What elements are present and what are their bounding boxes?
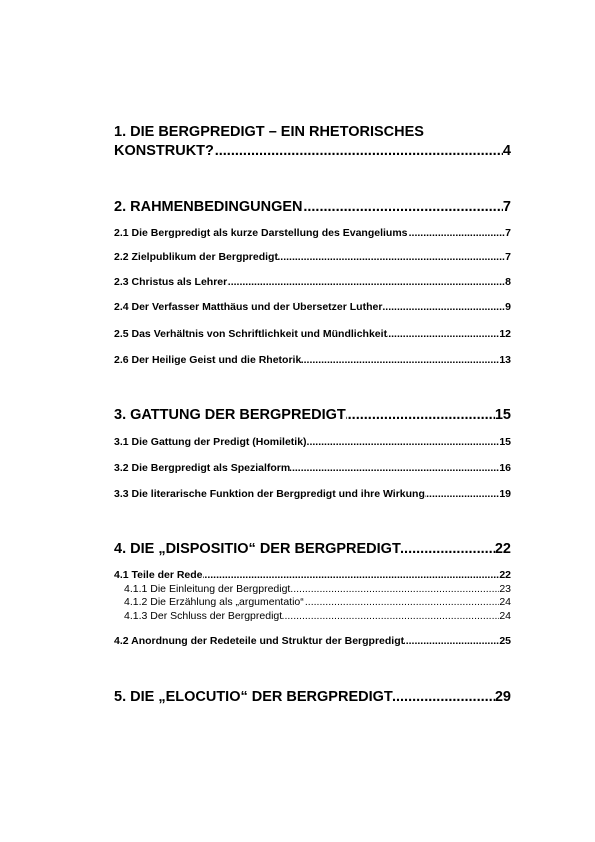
toc-page-number: 7 [505,252,511,263]
toc-entry-row [114,329,511,340]
toc-entry-row [114,463,511,474]
toc-entry-row [114,355,511,366]
toc-page-number: 15 [494,408,511,423]
toc-page-number: 7 [502,200,511,215]
toc-page-number: 23 [499,584,511,595]
toc-entry-title: 4. DIE „DISPOSITIO“ DER BERGPREDIGT [114,542,401,557]
toc-entry-row [114,252,511,263]
toc-entry-title: 2.5 Das Verhältnis von Schriftlichkeit und Mündlichkeit [114,329,388,340]
toc-chapter-2[interactable] [114,200,511,215]
toc-entry-title: 3.3 Die literarische Funktion der Bergpredigt und ihre Wirkung [114,489,425,500]
toc-page-number: 8 [505,277,511,288]
toc-entry-row [114,228,511,239]
toc-page-number: 19 [499,489,511,500]
toc-section-3-3[interactable] [114,489,511,500]
toc-section-4-1[interactable] [114,570,511,581]
toc-page-number: 15 [499,437,511,448]
toc-section-2-3[interactable] [114,277,511,288]
toc-page-number: 22 [494,542,511,557]
toc-chapter-3[interactable] [114,408,511,423]
toc-entry-row [124,611,511,622]
toc-entry-title: 4.1.3 Der Schluss der Bergpredigt [124,611,283,622]
toc-entry-row [114,408,511,423]
toc-entry-row [114,542,511,557]
toc-page-number: 29 [494,690,511,705]
toc-chapter-4[interactable] [114,542,511,557]
toc-page-number: 4 [502,142,511,159]
toc-entry-title: 2.6 Der Heilige Geist und die Rhetorik [114,355,302,366]
toc-entry-row [114,636,511,647]
toc-subsection-4-1-3[interactable] [124,611,511,622]
toc-section-2-6[interactable] [114,355,511,366]
toc-section-2-4[interactable] [114,302,511,313]
toc-page-number: 24 [499,611,511,622]
toc-entry-title: 4.1.1 Die Einleitung der Bergpredigt [124,584,291,595]
toc-chapter-5[interactable] [114,690,511,705]
toc-entry-row [114,489,511,500]
toc-section-2-2[interactable] [114,252,511,263]
toc-page-number: 7 [505,228,511,239]
toc-entry-title: 3. GATTUNG DER BERGPREDIGT [114,408,346,423]
toc-page-number: 22 [499,570,511,581]
toc-entry-row [114,690,511,705]
toc-section-2-5[interactable] [114,329,511,340]
toc-entry-row [114,277,511,288]
toc-entry-row [114,144,511,159]
toc-entry-title: 3.2 Die Bergpredigt als Spezialform [114,463,291,474]
toc-chapter-1-line1: 1. DIE BERGPREDIGT – EIN RHETORISCHES [114,124,424,140]
toc-entry-title: 4.1 Teile der Rede [114,570,203,581]
toc-entry-title: 4.1.2 Die Erzählung als „argumentatio“ [124,597,304,608]
toc-page-number: 25 [499,636,511,647]
toc-entry-title: 2.2 Zielpublikum der Bergpredigt [114,252,278,263]
toc-page-number: 24 [499,597,511,608]
toc-subsection-4-1-2[interactable] [124,597,511,608]
toc-entry-title: 4.2 Anordnung der Redeteile und Struktur der Bergpredigt [114,636,405,647]
toc-section-3-2[interactable] [114,463,511,474]
toc-entry-row [114,302,511,313]
toc-entry-title: 3.1 Die Gattung der Predigt (Homiletik) [114,437,307,448]
toc-page-number: 12 [499,329,511,340]
toc-entry-row [124,584,511,595]
toc-section-4-2[interactable] [114,636,511,647]
toc-page-number: 9 [505,302,511,313]
toc-entry-title: 2.4 Der Verfasser Matthäus und der Übersetzer Luther [114,302,383,313]
toc-page-number: 16 [499,463,511,474]
toc-entry-title: 5. DIE „ELOCUTIO“ DER BERGPREDIGT [114,690,393,705]
toc-entry-title: 2. RAHMENBEDINGUNGEN [114,200,303,215]
toc-entry-row [114,200,511,215]
toc-subsection-4-1-1[interactable] [124,584,511,595]
toc-entry-title: 2.3 Christus als Lehrer [114,277,228,288]
toc-entry-title: 2.1 Die Bergpredigt als kurze Darstellung des Evangeliums [114,228,408,239]
toc-entry-row [114,570,511,581]
toc-section-2-1[interactable] [114,228,511,239]
toc-chapter-1-line2: KONSTRUKT? [114,142,214,159]
toc-entry-row [124,597,511,608]
toc-chapter-1[interactable] [114,125,511,158]
toc-section-3-1[interactable] [114,437,511,448]
toc-page-number: 13 [499,355,511,366]
toc-entry-row [114,437,511,448]
